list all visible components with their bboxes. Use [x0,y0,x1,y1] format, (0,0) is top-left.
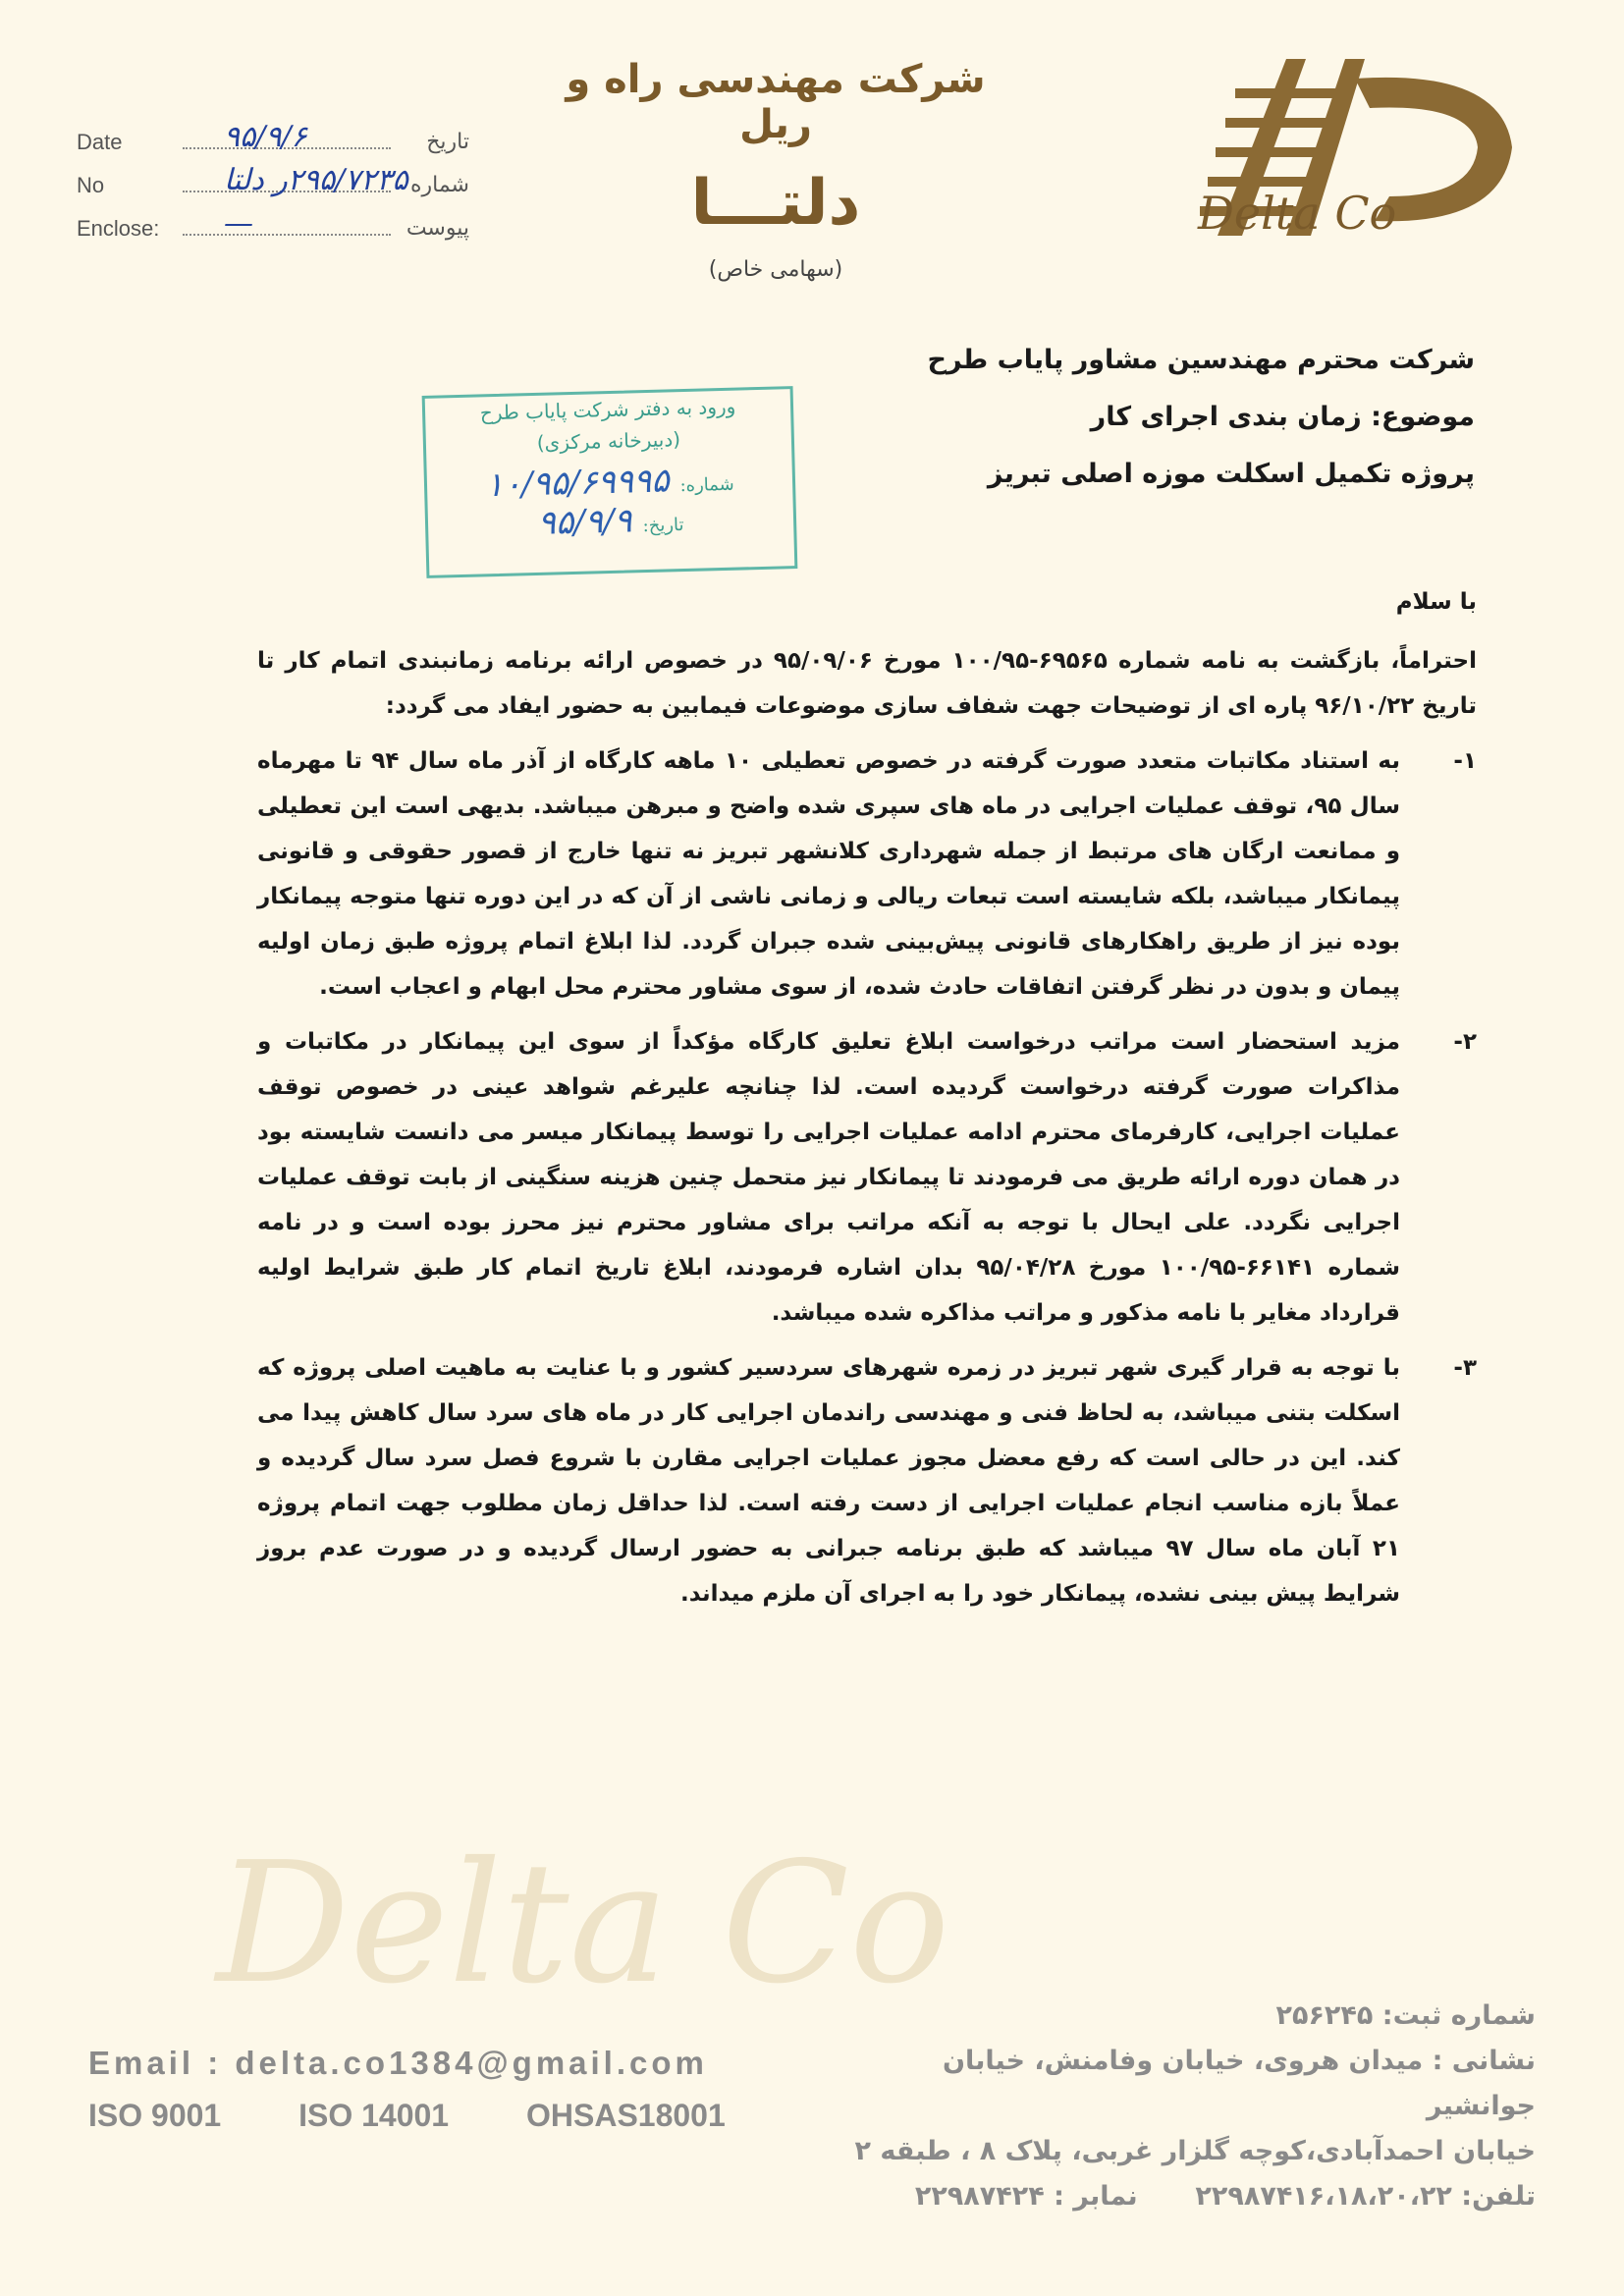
company-name: شرکت مهندسی راه و ریل [566,57,986,147]
stamp-date-row [428,497,794,546]
number-label-en: No [77,173,105,197]
footer-address [829,1994,1536,2219]
phone-number: تلفن: ۲۲۹۸۷۴۱۶،۱۸،۲۰،۲۲ [1195,2181,1536,2212]
item-text: با توجه به قرار گیری شهر تبریز در زمره شهرهای سردسیر کشور و با عنایت به ماهیت اصلی پروژه که اسکلت بتنی میباشد، به لحاظ فنی و مهندسی راندمان اجرایی کار در ماه های سرد سال کاهش پیدا می کند. این در حالی است که رفع معضل مجوز عملیات اجرایی مقارن با شروع فصل سرد سال گردیده و عملاً بازه مناسب انجام عملیات اجرایی از دست رفته است. لذا حداقل زمان مطلوب جهت اتمام پروژه ۲۱ آبان ماه سال ۹۷ میباشد که طبق برنامه جبرانی به حضور ارسال گردیده و در صورت عدم بروز شرایط پیش بینی نشده، پیمانکار خود را به اجرای آن ملزم میداند. [257,1355,1400,1607]
recipient-name: شرکت محترم مهندسین مشاور پایاب طرح [927,345,1475,375]
intro-paragraph: احتراماً، بازگشت به نامه شماره ۶۹۵۶۵-۱۰۰/۹۵ مورخ ۹۵/۰۹/۰۶ در خصوص ارائه برنامه زمانبندی اتمام کار تا تاریخ ۹۶/۱۰/۲۲ پاره ای از توضیحات جهت شفاف سازی موضوعات فیمابین به حضور ایفاد می گردد: [257,648,1477,719]
date-value: ۹۵/۹/۶ [224,120,307,154]
iso-badge: ISO 14001 [298,2098,450,2133]
iso-badge: ISO 9001 [88,2098,222,2133]
fax-number: نمابر : ۲۲۹۸۷۴۲۴ [914,2181,1138,2212]
item-number: ۲- [1453,1029,1477,1055]
enclose-label-en: Enclose: [77,216,160,241]
stamp-number-label: شماره: [679,473,735,497]
recipient-block [787,332,1475,503]
list-item [257,738,1477,1010]
stamp-subtitle: (دبیرخانه مرکزی) [536,427,681,455]
number-label-fa: شماره [409,173,469,197]
list-item [257,1345,1477,1616]
stamp-title: ورود به دفتر شرکت پایاب طرح [479,394,736,425]
item-text: مزید استحضار است مراتب درخواست ابلاغ تعلیق کارگاه مؤکداً از سوی این پیمانکار در مکاتبات و مذاکرات صورت گرفته درخواست گردیده است. لذا چنانچه علیرغم شواهد عینی در خصوص توقف عملیات اجرایی، کارفرمای محترم ادامه عملیات اجرایی را توسط پیمانکار میسر می دانست شایسته بود در همان دوره ارائه طریق می فرمودند تا پیمانکار نیز متحمل چنین هزینه سنگینی از بابت توقف عملیات اجرایی نگردد. علی ایحال با توجه به آنکه مراتب برای مشاور محترم نیز محرز بوده است و در نامه شماره ۶۶۱۴۱-۱۰۰/۹۵ مورخ ۹۵/۰۴/۲۸ بدان اشاره فرمودند، ابلاغ تاریخ اتمام کار طبق شرایط اولیه قرارداد مغایر با نامه مذکور و مراتب مذاکره شده میباشد. [257,1029,1401,1326]
project-line: پروژه تکمیل اسکلت موزه اصلی تبریز [987,459,1475,489]
enclose-row [77,206,469,255]
item-number: ۳- [1453,1355,1477,1381]
email-address: Email : delta.co1384@gmail.com [88,2045,708,2081]
item-text: به استناد مکاتبات متعدد صورت گرفته در خصوص تعطیلی ۱۰ ماهه کارگاه از آذر ماه سال ۹۴ تا مهرماه سال ۹۵، توقف عملیات اجرایی در ماه های سپری شده واضح و مبرهن میباشد. بدیهی است این تعطیلی و ممانعت ارگان های مرتبط از جمله شهرداری کلانشهر تبریز نه تنها خارج از قصور حقوقی و قانونی پیمانکار میباشد، بلکه شایسته است تبعات ریالی و زمانی ناشی از آن که در این دوره تنها متوجه پیمانکار بوده نیز از طریق راهکارهای قانونی پیش‌بینی شده جبران گردد. لذا ابلاغ اتمام پروژه طبق زمان اولیه پیمان و بدون در نظر گرفتن اتفاقات حادث شده، از سوی مشاور محترم محل ابهام و اعجاب است. [257,748,1401,1000]
brand-title: دلتـــا [690,167,861,240]
subject-line: موضوع: زمان بندی اجرای کار [1090,402,1475,432]
received-stamp [422,386,798,578]
dotted-line [183,234,391,236]
list-item [257,1019,1477,1336]
number-value: ۲۹۵/۷۲۳۵ر دلتا [224,163,408,197]
phone-fax-line [829,2174,1536,2219]
letterhead [550,57,1001,282]
watermark-wordmark: Delta Co [216,1827,950,2021]
letter-meta [77,120,469,255]
stamp-date: ۹۵/۹/۹ [537,501,633,543]
date-label-en: Date [77,130,123,154]
address-line: خیابان احمدآبادی،کوچه گلزار غربی، پلاک ۸ ، طبقه ۲ [854,2136,1536,2166]
stamp-date-label: تاریخ: [642,515,684,537]
registration-number: شماره ثبت: ۲۵۶۲۴۵ [1275,2000,1536,2031]
enclose-label-fa: پیوست [406,216,469,241]
date-label-fa: تاریخ [426,130,469,154]
iso-badge: OHSAS18001 [525,2098,726,2133]
footer-contact [88,2045,794,2134]
enclose-value: — [224,206,253,241]
iso-certifications [88,2098,794,2134]
item-number: ۱- [1453,748,1477,774]
address-line: نشانی : میدان هروی، خیابان وفامنش، خیابان جوانشیر [943,2046,1536,2121]
letter-body [257,579,1477,1616]
stamp-number: ۱۰/۹۵/۶۹۹۹۵ [484,461,671,506]
company-type: (سهامی خاص) [708,257,843,282]
number-row [77,163,469,212]
greeting: با سلام [1395,589,1477,615]
logo-wordmark: Delta Co [1198,187,1397,240]
